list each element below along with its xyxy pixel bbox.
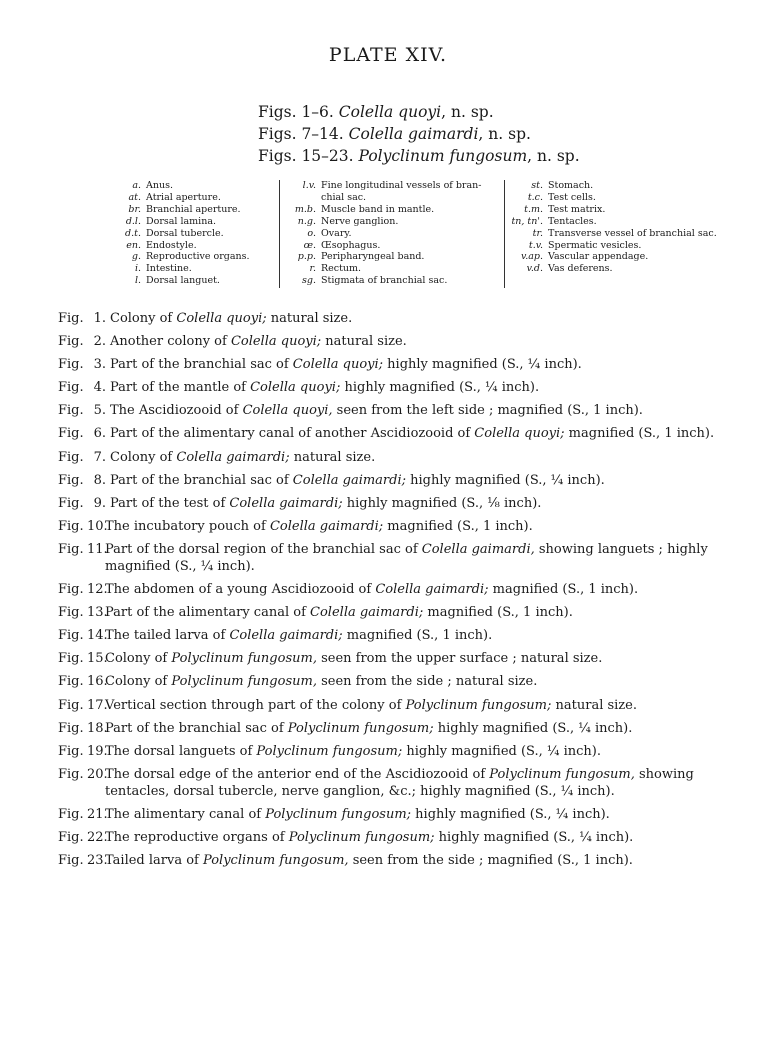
caption-text: magnified (S., 1 inch). — [383, 518, 533, 534]
caption-text: Part of the branchial sac of — [110, 472, 293, 488]
caption-text: showing languets ; highly magnified (S., ¼ inch). — [105, 541, 708, 574]
figure-range — [258, 145, 580, 167]
species-name: Polyclinum fungosum; — [405, 697, 552, 713]
species-name: Polyclinum fungosum, — [489, 766, 635, 782]
abbreviation-entry — [98, 180, 276, 192]
figure-label: Fig. — [58, 605, 84, 621]
abbreviations-column-3 — [503, 180, 733, 288]
caption-text: highly magnified (S., ¼ inch). — [411, 806, 610, 822]
figure-range-species: Polyclinum fungosum — [358, 147, 528, 165]
figure-entry — [58, 829, 738, 846]
abbreviations-column-2 — [279, 180, 505, 288]
abbreviation-value: Transverse vessel of branchial sac. — [548, 227, 717, 239]
caption-text: highly magnified (S., ¼ inch). — [402, 743, 602, 759]
caption-text: natural size. — [321, 334, 407, 350]
abbreviation-entry — [503, 228, 733, 240]
figure-label: Fig. — [58, 628, 84, 644]
abbreviation-key: t.m. — [524, 203, 543, 215]
abbreviation-entry — [280, 216, 502, 228]
figure-number: 6. — [93, 426, 106, 442]
species-name: Polyclinum fungosum; — [265, 806, 412, 822]
abbreviation-key: d.l. — [125, 215, 141, 227]
figure-label: Fig. — [58, 334, 84, 350]
abbreviation-key: sg. — [302, 275, 316, 287]
figure-range-suffix: , n. sp. — [527, 147, 580, 165]
caption-text: natural size. — [289, 449, 376, 465]
caption-text: Part of the branchial sac of — [105, 720, 288, 736]
caption-text: highly magnified (S., ¼ inch). — [340, 380, 540, 396]
figure-label: Fig. — [58, 403, 84, 419]
caption-text: Colony of — [105, 674, 172, 690]
species-name: Colella quoyi; — [176, 311, 267, 326]
figure-entry — [58, 627, 738, 644]
abbreviation-entry — [280, 204, 502, 216]
caption-text: Part of the test of — [110, 495, 230, 511]
figure-number: 1. — [93, 311, 106, 326]
figure-label: Fig. — [58, 651, 84, 667]
figure-entry — [58, 852, 738, 869]
abbreviation-key: t.v. — [528, 239, 543, 251]
figure-caption — [105, 852, 738, 869]
caption-text: highly magnified (S., ¼ inch). — [434, 829, 634, 845]
figure-label: Fig. — [58, 518, 84, 534]
abbreviation-key: r. — [309, 263, 316, 275]
species-name: Polyclinum fungosum; — [256, 743, 403, 759]
species-name: Colella gaimardi; — [292, 472, 407, 488]
figure-number: 3. — [93, 357, 106, 373]
caption-text: natural size. — [266, 311, 353, 326]
caption-text: Colony of — [110, 449, 177, 465]
abbreviation-entry — [98, 275, 276, 287]
figure-label: Fig. — [58, 720, 84, 736]
abbreviation-value: Fine longitudinal vessels of bran- — [321, 180, 482, 191]
abbreviation-key: œ. — [303, 239, 316, 251]
species-name: Colella quoyi; — [292, 357, 384, 373]
figure-range-species: Colella quoyi — [338, 103, 442, 121]
abbreviation-value: Ovary. — [321, 227, 352, 239]
caption-text: natural size. — [551, 697, 637, 713]
figure-entry — [58, 379, 738, 396]
abbreviation-entry — [280, 228, 502, 240]
abbreviation-key — [280, 192, 321, 204]
figure-caption — [105, 766, 738, 800]
abbreviation-entry — [98, 192, 276, 204]
caption-text: The abdomen of a young Ascidiozooid of — [105, 582, 376, 598]
figure-number: 11. — [87, 541, 108, 557]
figure-entry — [58, 806, 738, 823]
abbreviation-key: d.t. — [125, 227, 141, 239]
caption-text: Part of the dorsal region of the branchial sac of — [105, 541, 422, 557]
abbreviation-value: Nerve ganglion. — [321, 215, 399, 227]
figure-caption — [110, 333, 738, 350]
abbreviation-entry — [98, 240, 276, 252]
abbreviation-key: n.g. — [297, 215, 316, 227]
figure-label: Fig. — [58, 311, 84, 326]
caption-text: Part of the alimentary canal of another Ascidiozooid of — [110, 426, 475, 442]
abbreviation-value: Dorsal languet. — [146, 275, 220, 287]
abbreviation-entry — [503, 216, 733, 228]
figure-number: 7. — [93, 449, 106, 465]
figure-number: 20. — [87, 766, 108, 782]
figure-caption — [110, 449, 738, 466]
caption-text: seen from the upper surface ; natural size. — [316, 651, 603, 667]
caption-text: Part of the branchial sac of — [110, 357, 293, 373]
caption-text: seen from the side ; natural size. — [316, 674, 538, 690]
abbreviation-key: br. — [128, 203, 141, 215]
caption-text: magnified (S., 1 inch). — [342, 628, 493, 644]
abbreviation-value: Endostyle. — [146, 239, 197, 251]
abbreviation-key: en. — [126, 239, 141, 251]
figure-label: Fig. — [58, 582, 84, 598]
figure-number: 23. — [87, 853, 108, 869]
caption-text: The dorsal languets of — [105, 743, 257, 759]
figure-caption — [110, 402, 738, 419]
abbreviation-entry — [280, 275, 502, 287]
species-name: Colella quoyi; — [250, 380, 341, 396]
species-name: Colella quoyi, — [242, 403, 333, 419]
figure-caption — [105, 829, 738, 846]
figure-number: 18. — [87, 720, 108, 736]
figure-number: 12. — [87, 582, 108, 598]
species-name: Colella quoyi; — [474, 426, 565, 442]
figure-caption — [110, 495, 738, 512]
figure-caption — [110, 425, 738, 442]
abbreviation-value: chial sac. — [321, 191, 367, 203]
caption-text: highly magnified (S., ¼ inch). — [406, 472, 605, 488]
figure-entry — [58, 604, 738, 621]
abbreviation-value: Dorsal lamina. — [146, 215, 217, 227]
caption-text: highly magnified (S., ¼ inch). — [383, 357, 582, 373]
figure-caption — [105, 673, 738, 690]
abbreviation-value: Test cells. — [548, 191, 596, 203]
figure-number: 9. — [93, 495, 106, 511]
figure-label: Fig. — [58, 426, 84, 442]
figure-entry — [58, 581, 738, 598]
figure-caption — [110, 310, 738, 327]
abbreviation-entry — [280, 263, 502, 275]
figure-entry — [58, 333, 738, 350]
abbreviation-entry — [280, 251, 502, 263]
figure-label: Fig. — [58, 495, 84, 511]
abbreviation-entry — [98, 251, 276, 263]
species-name: Polyclinum fungosum, — [171, 674, 317, 690]
figure-number: 16. — [87, 674, 108, 690]
caption-text: highly magnified (S., ⅛ inch). — [342, 495, 542, 511]
figure-caption — [105, 604, 738, 621]
abbreviation-key: i. — [134, 263, 141, 275]
figure-caption — [105, 627, 738, 644]
caption-text: The tailed larva of — [105, 628, 230, 644]
figure-entry — [58, 697, 738, 714]
figure-entry — [58, 650, 738, 667]
species-name: Polyclinum fungosum; — [287, 720, 434, 736]
abbreviation-key: l. — [134, 275, 141, 287]
abbreviation-entry — [280, 240, 502, 252]
figure-number: 22. — [87, 829, 108, 845]
species-name: Polyclinum fungosum, — [203, 853, 349, 869]
figure-number: 5. — [93, 403, 106, 419]
abbreviation-key: g. — [131, 251, 141, 263]
figure-range-species: Colella gaimardi — [348, 125, 479, 143]
caption-text: Tailed larva of — [105, 853, 203, 869]
figure-entry — [58, 766, 738, 800]
abbreviation-value: Œsophagus. — [321, 239, 381, 251]
abbreviation-value: Stomach. — [548, 180, 594, 191]
figure-entry — [58, 472, 738, 489]
plate-title: PLATE XIV. — [328, 44, 448, 66]
abbreviation-entry — [98, 216, 276, 228]
abbreviation-key: v.d. — [526, 263, 543, 275]
figure-caption — [105, 541, 738, 575]
species-name: Colella gaimardi; — [310, 605, 424, 621]
caption-text: showing tentacles, dorsal tubercle, nerve ganglion, &c.; highly magnified (S., ¼ inch). — [105, 766, 694, 799]
figure-number: 8. — [93, 472, 106, 488]
species-name: Polyclinum fungosum, — [171, 651, 317, 667]
abbreviation-value: Dorsal tubercle. — [146, 227, 224, 239]
figure-range-label: Figs. 15–23. — [258, 147, 354, 165]
figure-entry — [58, 743, 738, 760]
caption-text: seen from the left side ; magnified (S., 1 inch). — [332, 403, 643, 419]
abbreviation-entry — [98, 204, 276, 216]
abbreviation-value: Spermatic vesicles. — [548, 239, 642, 251]
abbreviation-value: Reproductive organs. — [146, 251, 250, 263]
abbreviation-value: Tentacles. — [548, 215, 597, 227]
abbreviation-key: tn, tn'. — [511, 215, 543, 227]
species-name: Colella quoyi; — [230, 334, 322, 350]
figure-entry — [58, 720, 738, 737]
caption-text: The Ascidiozooid of — [110, 403, 243, 419]
figure-entry — [58, 495, 738, 512]
abbreviation-entry — [503, 192, 733, 204]
figure-range — [258, 101, 580, 123]
abbreviation-value: Atrial aperture. — [146, 191, 221, 203]
figure-number: 14. — [87, 628, 108, 644]
abbreviation-entry — [503, 240, 733, 252]
abbreviation-entry — [98, 263, 276, 275]
figure-number: 13. — [87, 605, 108, 621]
caption-text: Part of the alimentary canal of — [105, 605, 311, 621]
abbreviation-key: v.ap. — [520, 251, 543, 263]
figure-label: Fig. — [58, 674, 84, 690]
figure-range-suffix: , n. sp. — [441, 103, 494, 121]
species-name: Colella gaimardi; — [375, 582, 489, 598]
species-name: Colella gaimardi; — [229, 628, 343, 644]
figure-label: Fig. — [58, 472, 84, 488]
figure-entry — [58, 425, 738, 442]
species-name: Colella gaimardi, — [421, 541, 535, 557]
figure-label: Fig. — [58, 541, 84, 557]
figure-range-label: Figs. 1–6. — [258, 103, 334, 121]
caption-text: magnified (S., 1 inch). — [564, 426, 715, 442]
figure-entry — [58, 673, 738, 690]
caption-text: The alimentary canal of — [105, 806, 266, 822]
figure-range-label: Figs. 7–14. — [258, 125, 344, 143]
abbreviation-value: Muscle band in mantle. — [321, 203, 435, 215]
figure-caption — [105, 806, 738, 823]
caption-text: magnified (S., 1 inch). — [423, 605, 573, 621]
figure-number: 21. — [87, 806, 108, 822]
figure-label: Fig. — [58, 357, 84, 373]
abbreviation-entry — [503, 251, 733, 263]
species-name: Colella gaimardi; — [229, 495, 343, 511]
figure-range — [258, 123, 580, 145]
abbreviation-key: tr. — [532, 227, 543, 239]
abbreviation-key: o. — [307, 227, 316, 239]
abbreviation-key: st. — [531, 180, 543, 191]
species-name: Colella gaimardi; — [176, 449, 290, 465]
figure-label: Fig. — [58, 380, 84, 396]
abbreviation-key: p.p. — [297, 251, 316, 263]
abbreviation-entry — [503, 204, 733, 216]
figure-ranges — [258, 101, 580, 167]
figure-label: Fig. — [58, 853, 84, 869]
figure-caption — [105, 518, 738, 535]
figure-list — [58, 310, 738, 875]
figure-label: Fig. — [58, 743, 84, 759]
figure-caption — [105, 697, 738, 714]
abbreviation-value: Vascular appendage. — [548, 251, 649, 263]
abbreviation-entry — [280, 192, 502, 204]
abbreviation-value: Peripharyngeal band. — [321, 251, 425, 263]
abbreviation-entry — [280, 180, 502, 192]
caption-text: magnified (S., 1 inch). — [488, 582, 639, 598]
abbreviation-entry — [503, 180, 733, 192]
abbreviation-key: a. — [132, 180, 141, 191]
caption-text: highly magnified (S., ¼ inch). — [433, 720, 633, 736]
figure-caption — [105, 650, 738, 667]
abbreviation-value: Test matrix. — [548, 203, 606, 215]
figure-caption — [105, 720, 738, 737]
figure-number: 2. — [93, 334, 106, 350]
figure-caption — [110, 356, 738, 373]
caption-text: The dorsal edge of the anterior end of the Ascidiozooid of — [105, 766, 490, 782]
figure-caption — [105, 581, 738, 598]
figure-caption — [110, 379, 738, 396]
figure-entry — [58, 402, 738, 419]
abbreviation-entry — [98, 228, 276, 240]
figure-label: Fig. — [58, 806, 84, 822]
figure-entry — [58, 541, 738, 575]
abbreviation-key: t.c. — [527, 191, 543, 203]
caption-text: Colony of — [110, 311, 177, 326]
caption-text: Part of the mantle of — [110, 380, 251, 396]
figure-label: Fig. — [58, 829, 84, 845]
figure-number: 10. — [87, 518, 108, 534]
figure-entry — [58, 518, 738, 535]
abbreviation-key: at. — [128, 191, 141, 203]
abbreviation-entry — [503, 263, 733, 275]
figure-caption — [110, 472, 738, 489]
figure-label: Fig. — [58, 766, 84, 782]
figure-entry — [58, 356, 738, 373]
abbreviation-value: Anus. — [146, 180, 173, 191]
figure-number: 15. — [87, 651, 108, 667]
figure-range-suffix: , n. sp. — [478, 125, 531, 143]
species-name: Colella gaimardi; — [269, 518, 384, 534]
figure-label: Fig. — [58, 449, 84, 465]
abbreviations-column-1 — [98, 180, 276, 288]
figure-number: 4. — [93, 380, 106, 396]
figure-label: Fig. — [58, 697, 84, 713]
species-name: Polyclinum fungosum; — [288, 829, 435, 845]
caption-text: The incubatory pouch of — [105, 518, 270, 534]
caption-text: Colony of — [105, 651, 172, 667]
abbreviation-value: Rectum. — [321, 263, 362, 275]
abbreviation-key: l.v. — [302, 180, 316, 191]
caption-text: The reproductive organs of — [105, 829, 289, 845]
figure-number: 19. — [87, 743, 108, 759]
abbreviation-key: m.b. — [294, 203, 316, 215]
abbreviation-value: Stigmata of branchial sac. — [321, 275, 448, 287]
caption-text: seen from the side ; magnified (S., 1 inch). — [348, 853, 633, 869]
abbreviation-value: Branchial aperture. — [146, 203, 241, 215]
caption-text: Another colony of — [110, 334, 231, 350]
figure-number: 17. — [87, 697, 108, 713]
abbreviation-value: Vas deferens. — [548, 263, 613, 275]
figure-caption — [105, 743, 738, 760]
caption-text: Vertical section through part of the colony of — [105, 697, 406, 713]
figure-entry — [58, 310, 738, 327]
figure-entry — [58, 449, 738, 466]
abbreviation-value: Intestine. — [146, 263, 192, 275]
